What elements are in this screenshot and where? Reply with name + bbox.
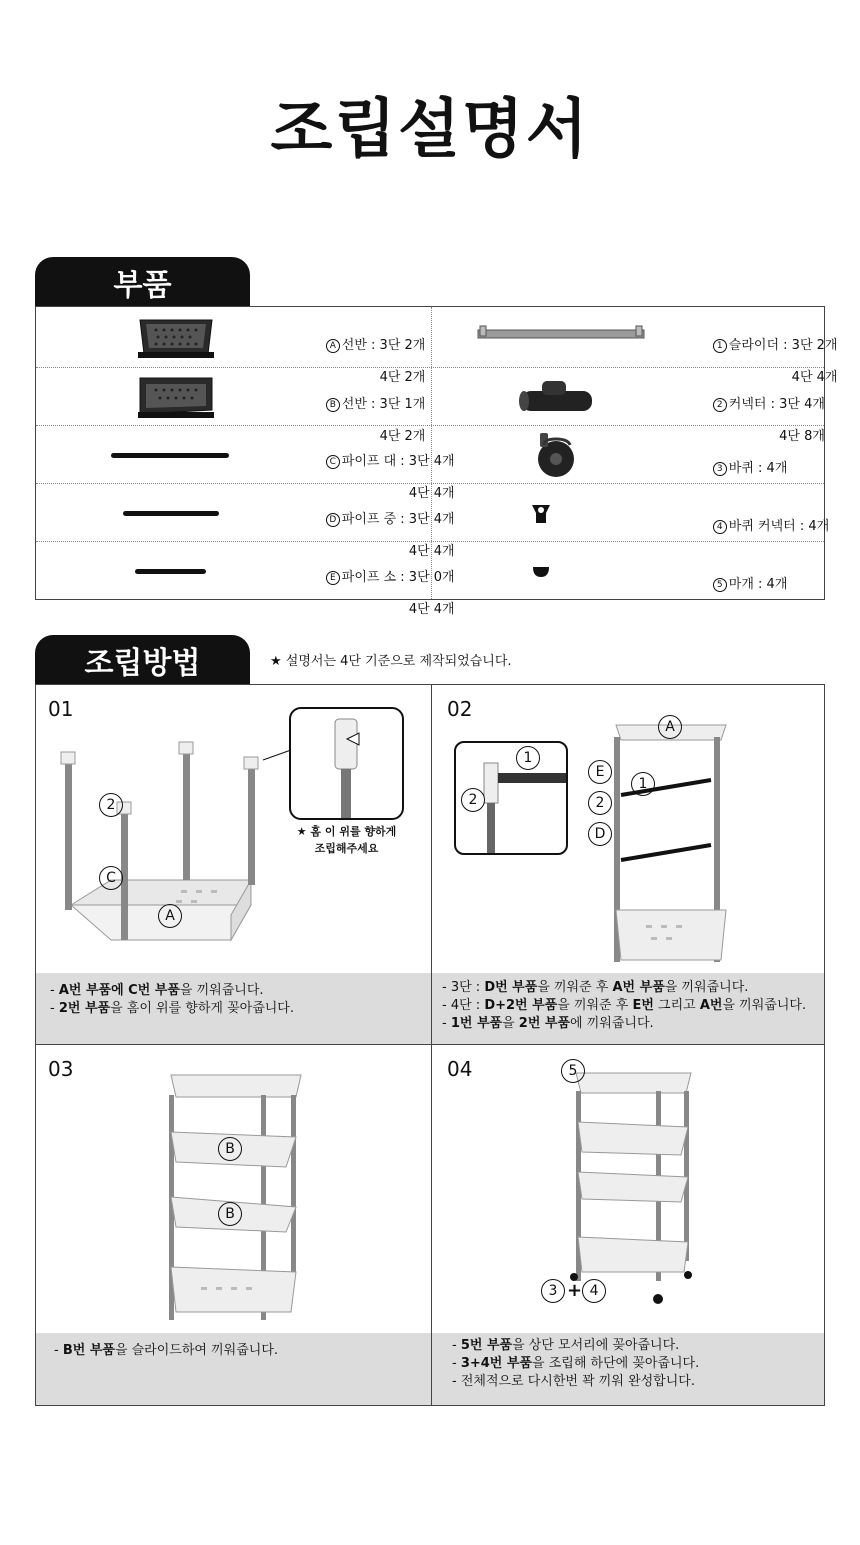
- step-02-label-d: D: [588, 822, 612, 846]
- parts-row: [36, 484, 830, 559]
- step-02-number: 02: [447, 697, 473, 721]
- step-02-illustration: [596, 715, 746, 970]
- step-02-label-e: E: [588, 760, 612, 784]
- step-03-number: 03: [48, 1057, 74, 1081]
- slider-rail-icon: [476, 321, 646, 347]
- step-01-line: - A번 부품에 C번 부품을 끼워줍니다.: [50, 983, 264, 998]
- step-03-illustration: [161, 1067, 311, 1327]
- shelf-tray-icon: [131, 311, 221, 363]
- step-01-line: - 2번 부품을 홈이 위를 향하게 꽂아줍니다.: [50, 1001, 294, 1016]
- part-label-b: B 선반 : 3단 1개 4단 2개: [301, 381, 425, 477]
- step-03-label-b-upper: B: [218, 1137, 242, 1161]
- step-02-description: [432, 973, 824, 1044]
- page-title: 조립설명서: [270, 93, 590, 167]
- step-01-label-2: 2: [99, 793, 123, 817]
- step-01-callout-note: ★ 홈 이 위를 향하게 조립해주세요: [296, 825, 397, 855]
- part-label-5: 5 마개 : 4개: [688, 561, 787, 609]
- step-01-callout: [289, 707, 404, 820]
- part-label-a: A 선반 : 3단 2개 4단 2개: [301, 322, 425, 418]
- step-04-illustration: [566, 1067, 696, 1307]
- short-pipe-icon: [133, 567, 207, 575]
- connector-icon: [511, 374, 601, 420]
- parts-table: [35, 306, 838, 617]
- step-02-callout-label-1: 1: [516, 746, 540, 770]
- step-02-line: - 1번 부품을 2번 부품에 끼워줍니다.: [442, 1016, 654, 1031]
- step-03-description: [36, 1333, 431, 1405]
- assembly-section-tab: 조립방법: [35, 635, 250, 684]
- wheel-connector-icon: [526, 498, 556, 528]
- part-label-e: E 파이프 소 : 3단 0개 4단 4개: [301, 554, 455, 650]
- step-01-label-c: C: [99, 866, 123, 890]
- step-04-line: - 전체적으로 다시한번 꽉 끼워 완성합니다.: [452, 1374, 695, 1389]
- step-02-line: - 4단 : D+2번 부품을 끼워준 후 E번 그리고 A번을 끼워줍니다.: [442, 998, 807, 1013]
- parts-row: [36, 368, 825, 444]
- parts-row: [36, 307, 838, 385]
- step-04-wheel-labels: 3 + 4: [541, 1279, 621, 1305]
- step-02-label-2: 2: [588, 791, 612, 815]
- cap-icon: [526, 562, 556, 582]
- step-01-label-a: A: [158, 904, 182, 928]
- grid-vertical-divider: [431, 685, 432, 1405]
- step-04-line: - 3+4번 부품을 조립해 하단에 꽂아줍니다.: [452, 1356, 700, 1371]
- long-pipe-icon: [110, 451, 230, 459]
- part-label-d: D 파이프 중 : 3단 4개 4단 4개: [301, 496, 455, 592]
- step-04-number: 04: [447, 1057, 473, 1081]
- step-01-description: [36, 973, 431, 1044]
- step-04-description: [432, 1333, 824, 1405]
- part-label-c: C 파이프 대 : 3단 4개 4단 4개: [301, 438, 455, 534]
- caster-wheel-icon: [526, 430, 586, 480]
- grid-horizontal-divider: [36, 1044, 824, 1045]
- step-02-label-1: 1: [631, 772, 655, 796]
- step-02-line: - 3단 : D번 부품을 끼워준 후 A번 부품을 끼워줍니다.: [442, 980, 749, 995]
- parts-section-tab: 부품: [35, 257, 250, 306]
- parts-row: [36, 542, 824, 617]
- step-01-number: 01: [48, 697, 74, 721]
- step-03-line: - B번 부품을 슬라이드하여 끼워줍니다.: [54, 1343, 279, 1358]
- part-label-4: 4 바퀴 커넥터 : 4개: [688, 503, 829, 551]
- step-04-line: - 5번 부품을 상단 모서리에 꽂아줍니다.: [452, 1338, 680, 1353]
- step-02-callout-label-2: 2: [461, 788, 485, 812]
- assembly-note: ★ 설명서는 4단 기준으로 제작되었습니다.: [270, 654, 512, 669]
- assembly-grid: [35, 684, 825, 1406]
- step-04-label-5: 5: [561, 1059, 585, 1083]
- step-03-label-b-lower: B: [218, 1202, 242, 1226]
- medium-pipe-icon: [121, 509, 221, 517]
- slanted-shelf-tray-icon: [131, 371, 221, 423]
- part-label-3: 3 바퀴 : 4개: [688, 445, 787, 493]
- part-label-2: 2 커넥터 : 3단 4개 4단 8개: [688, 381, 825, 477]
- parts-row: [36, 426, 824, 501]
- part-label-1: 1 슬라이더 : 3단 2개 4단 4개: [688, 322, 837, 418]
- step-02-label-a: A: [658, 715, 682, 739]
